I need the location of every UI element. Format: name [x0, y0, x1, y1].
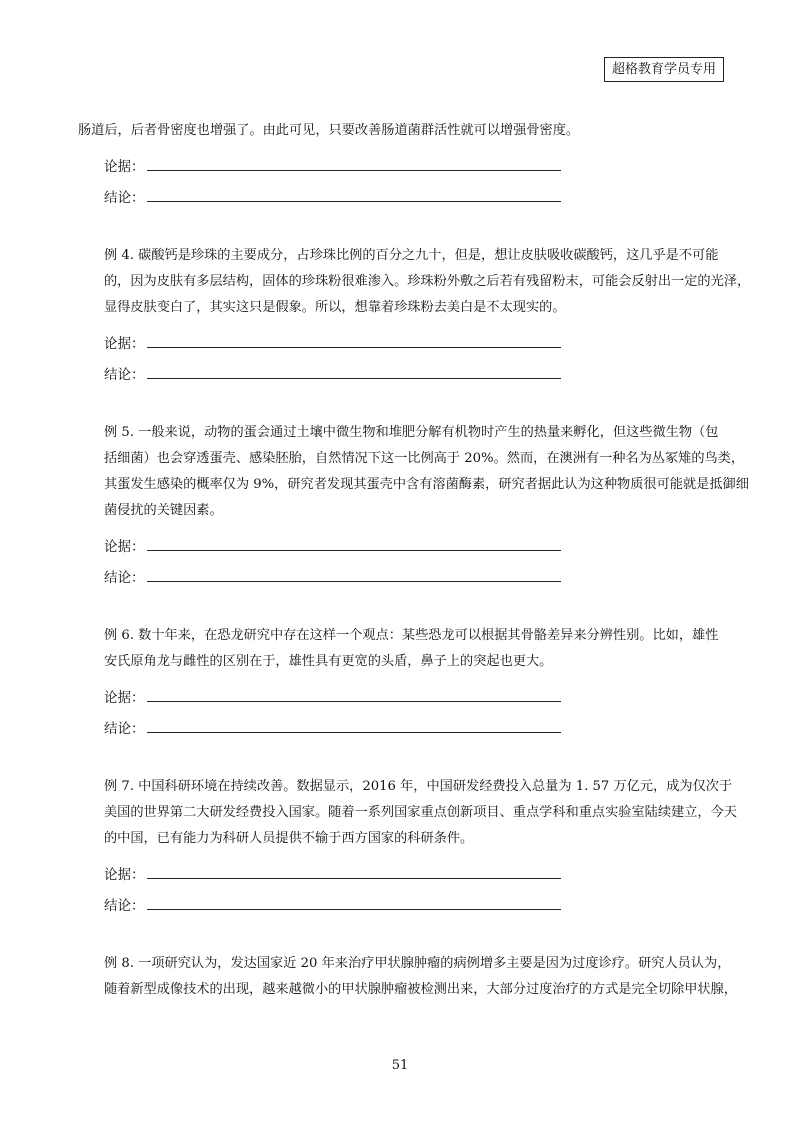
text-line: 例 4. 碳酸钙是珍珠的主要成分，占珍珠比例的百分之九十，但是，想让皮肤吸收碳酸钙，这几乎是不可能 — [104, 248, 719, 263]
basis-field — [104, 675, 726, 706]
basis-field — [104, 852, 726, 883]
text-line: 其蛋发生感染的概率仅为 9%，研究者发现其蛋壳中含有溶菌酶素，研究者据此认为这种物质很可能就是抵御细 — [104, 477, 749, 492]
worksheet-content — [78, 118, 751, 1003]
student-only-badge: 超格教育学员专用 — [604, 57, 724, 82]
text-line: 随着新型成像技术的出现，越来越微小的甲状腺肿瘤被检测出来，大部分过度治疗的方式是完全切除甲状腺， — [104, 982, 737, 997]
conclusion-answer-line — [147, 732, 561, 733]
basis-label: 论据： — [104, 867, 145, 883]
basis-answer-line — [147, 878, 561, 879]
conclusion-answer-line — [147, 909, 561, 910]
conclusion-field — [104, 883, 726, 914]
text-line: 例 8. 一项研究认为，发达国家近 20 年来治疗甲状腺肿瘤的病例增多主要是因为过度诊疗。研究人员认为， — [104, 956, 731, 971]
basis-answer-line — [147, 347, 561, 348]
text-line: 例 6. 数十年来，在恐龙研究中存在这样一个观点：某些恐龙可以根据其骨骼差异来分辨性别。比如，雄性 — [104, 628, 719, 643]
conclusion-field — [104, 706, 726, 737]
text-line: 菌侵扰的关键因素。 — [104, 503, 223, 518]
example-6-paragraph — [78, 623, 726, 675]
paragraph-continuation — [78, 118, 726, 144]
text-line: 的，因为皮肤有多层结构，固体的珍珠粉很难渗入。珍珠粉外敷之后若有残留粉末，可能会反射出一定的光泽， — [104, 274, 751, 289]
basis-answer-line — [147, 550, 561, 551]
text-line: 肠道后，后者骨密度也增强了。由此可见，只要改善肠道菌群活性就可以增强骨密度。 — [78, 123, 580, 138]
text-line: 例 7. 中国科研环境在持续改善。数据显示，2016 年，中国研发经费投入总量为 1. 57 万亿元，成为仅次于 — [104, 779, 733, 794]
text-line: 安氏原角龙与雌性的区别在于，雄性具有更宽的头盾，鼻子上的突起也更大。 — [104, 654, 553, 669]
basis-label: 论据： — [104, 539, 145, 555]
conclusion-field — [104, 175, 726, 206]
conclusion-answer-line — [147, 581, 561, 582]
example-7-paragraph — [78, 774, 737, 852]
conclusion-label: 结论： — [104, 721, 145, 737]
example-8-paragraph — [78, 951, 737, 1003]
conclusion-field — [104, 352, 726, 383]
text-line: 美国的世界第二大研发经费投入国家。随着一系列国家重点创新项目、重点学科和重点实验室陆续建立，今天 — [104, 805, 737, 820]
conclusion-field — [104, 555, 726, 586]
conclusion-label: 结论： — [104, 898, 145, 914]
basis-label: 论据： — [104, 159, 145, 175]
example-4-paragraph — [78, 243, 751, 321]
text-line: 显得皮肤变白了，其实这只是假象。所以，想靠着珍珠粉去美白是不太现实的。 — [104, 300, 566, 315]
basis-label: 论据： — [104, 336, 145, 352]
conclusion-answer-line — [147, 378, 561, 379]
conclusion-label: 结论： — [104, 367, 145, 383]
text-line: 例 5. 一般来说，动物的蛋会通过土壤中微生物和堆肥分解有机物时产生的热量来孵化，但这些微生物（包 — [104, 425, 719, 440]
basis-field — [104, 144, 726, 175]
text-line: 的中国，已有能力为科研人员提供不输于西方国家的科研条件。 — [104, 831, 474, 846]
example-5-paragraph — [78, 420, 749, 524]
basis-label: 论据： — [104, 690, 145, 706]
page-number: 51 — [391, 1058, 409, 1073]
basis-field — [104, 524, 726, 555]
basis-field — [104, 321, 726, 352]
conclusion-label: 结论： — [104, 190, 145, 206]
conclusion-label: 结论： — [104, 570, 145, 586]
conclusion-answer-line — [147, 201, 561, 202]
text-line: 括细菌）也会穿透蛋壳、感染胚胎，自然情况下这一比例高于 20%。然而，在澳洲有一种名为丛冢雉的鸟类， — [104, 451, 745, 466]
basis-answer-line — [147, 170, 561, 171]
basis-answer-line — [147, 701, 561, 702]
